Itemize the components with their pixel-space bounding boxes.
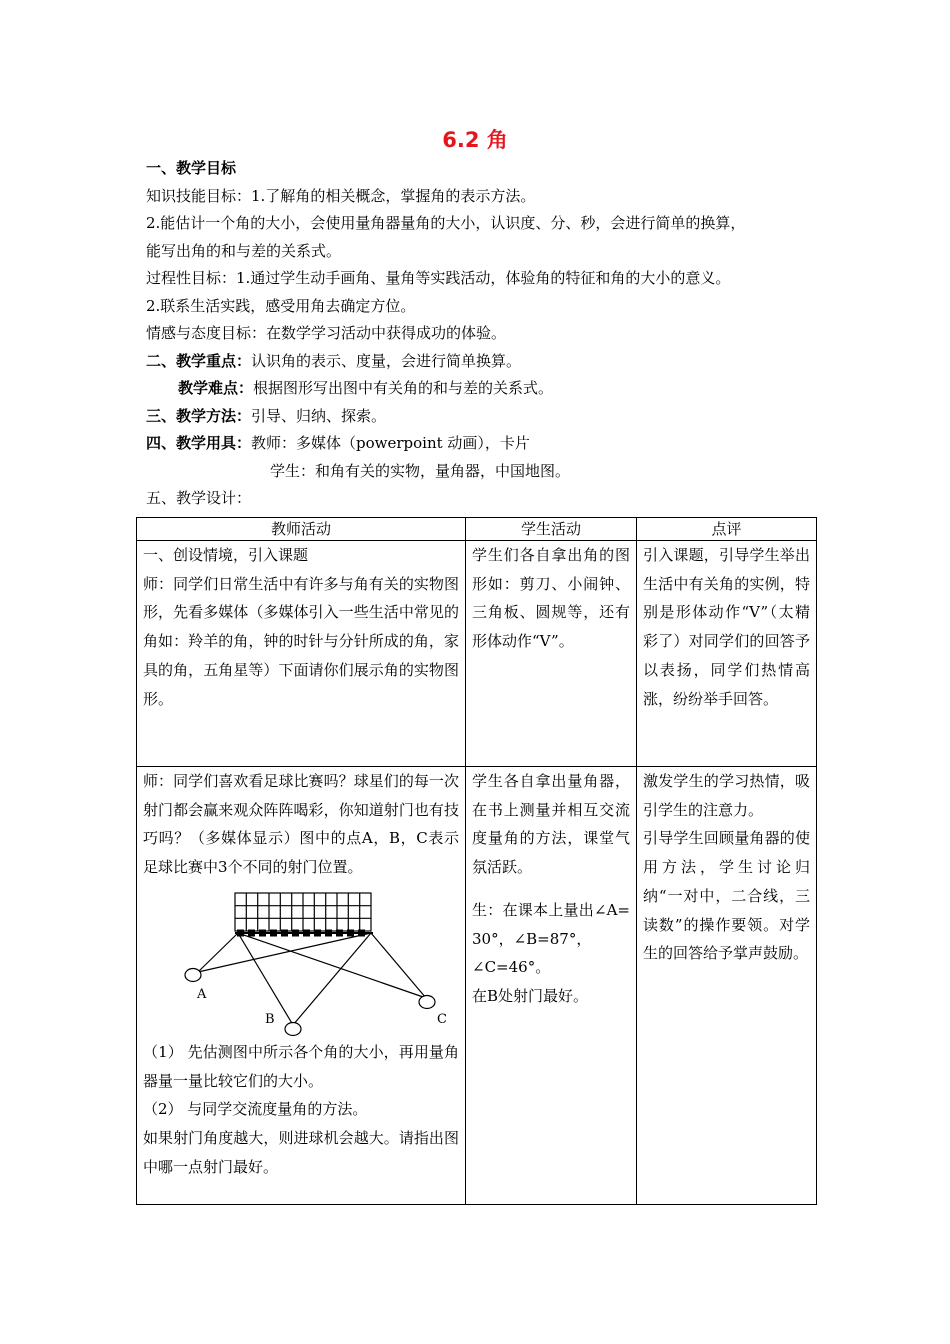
key-points-text: 认识角的表示、度量，会进行简单换算。	[251, 352, 522, 370]
tools-line	[146, 433, 530, 453]
row2-question-1: （1） 先估测图中所示各个角的大小，再用量角器量一量比较它们的大小。	[143, 1042, 459, 1090]
tools-student: 学生：和角有关的实物，量角器，中国地图。	[270, 462, 571, 480]
row2-comment-a: 激发学生的学习热情，吸引学生的注意力。	[643, 772, 810, 819]
table-row	[137, 767, 817, 1205]
shot-position-c	[419, 995, 435, 1008]
objective-process-2: 2.联系生活实践，感受用角去确定方位。	[146, 297, 416, 315]
row2-student-d: 在B处射门最好。	[472, 986, 589, 1005]
header-student: 学生活动	[466, 518, 637, 541]
row2-question-2: （2） 与同学交流度量角的方法。	[143, 1100, 368, 1119]
section-objectives-heading: 一、教学目标	[146, 159, 237, 177]
objective-process-1: 过程性目标：1.通过学生动手画角、量角等实践活动，体验角的特征和角的大小的意义。	[146, 269, 731, 287]
row1-comment: 引入课题，引导学生举出生活中有关角的实例，特别是形体动作“V”（太精彩了）对同学们的回答予以表扬，同学们热情高涨，纷纷举手回答。	[637, 541, 817, 767]
difficulty-label: 教学难点：	[178, 379, 254, 397]
row2-question-3: 如果射门角度越大，则进球机会越大。请指出图中哪一点射门最好。	[143, 1128, 459, 1176]
key-points-label: 二、教学重点：	[146, 352, 252, 370]
tools-label: 四、教学用具：	[146, 434, 252, 452]
objective-knowledge-1: 知识技能目标：1.了解角的相关概念，掌握角的表示方法。	[146, 187, 536, 205]
goal-shot-diagram	[143, 888, 447, 1038]
row2-student-b: 生：在课本上量出∠A=30°，∠B=87°，	[472, 900, 630, 948]
page-title: 6.2 角	[442, 128, 508, 152]
row1-student: 学生们各自拿出角的图形如：剪刀、小闹钟、三角板、圆规等，还有形体动作“V”。	[466, 541, 637, 767]
row2-student-c: ∠C=46°。	[472, 958, 551, 977]
table-row	[137, 541, 817, 767]
row1-teacher: 一、创设情境，引入课题 师：同学们日常生活中有许多与角有关的实物图形，先看多媒体（多媒体引入一些生活中常见的角如：羚羊的角，钟的时针与分针所成的角，家具的角，五角星等）下面请你们展示角的实物图形。	[137, 541, 466, 767]
row2-student-a: 学生各自拿出量角器，在书上测量并相互交流度量角的方法，课堂气氛活跃。	[472, 772, 630, 877]
method-label: 三、教学方法：	[146, 407, 252, 425]
row2-comment	[637, 767, 817, 1205]
label-b: B	[265, 1011, 275, 1027]
objective-knowledge-2b: 能写出角的和与差的关系式。	[146, 242, 342, 260]
shot-position-a	[185, 968, 201, 981]
tools-teacher: 教师：多媒体（powerpoint 动画），卡片	[251, 434, 530, 452]
objective-emotion: 情感与态度目标：在数学学习活动中获得成功的体验。	[146, 324, 507, 342]
lesson-design-table	[136, 517, 817, 1205]
difficulty-text: 根据图形写出图中有关角的和与差的关系式。	[253, 379, 554, 397]
row2-teacher	[137, 767, 466, 1205]
row2-teacher-intro: 师：同学们喜欢看足球比赛吗？球星们的每一次射门都会赢来观众阵阵喝彩，你知道射门也有技巧吗？（多媒体显示）图中的点A，B，C表示足球比赛中3个不同的射门位置。	[143, 772, 459, 877]
difficulty-line	[178, 378, 553, 398]
row2-comment-b: 引导学生回顾量角器的使用方法，学生讨论归纳“一对中，二合线，三读数”的操作要领。对学生的回答给予掌声鼓励。	[643, 829, 810, 963]
method-text: 引导、归纳、探索。	[251, 407, 387, 425]
objective-knowledge-2a: 2.能估计一个角的大小，会使用量角器量角的大小，认识度、分、秒，会进行简单的换算，	[146, 214, 746, 232]
table-header-row	[137, 518, 817, 541]
label-a: A	[197, 986, 207, 1002]
shot-position-b	[285, 1022, 301, 1035]
header-comment: 点评	[637, 518, 817, 541]
key-points-line	[146, 351, 521, 371]
section-design-heading: 五、教学设计：	[146, 489, 252, 507]
row2-student	[466, 767, 637, 1205]
label-c: C	[437, 1011, 447, 1027]
header-teacher: 教师活动	[137, 518, 466, 541]
method-line	[146, 406, 386, 426]
